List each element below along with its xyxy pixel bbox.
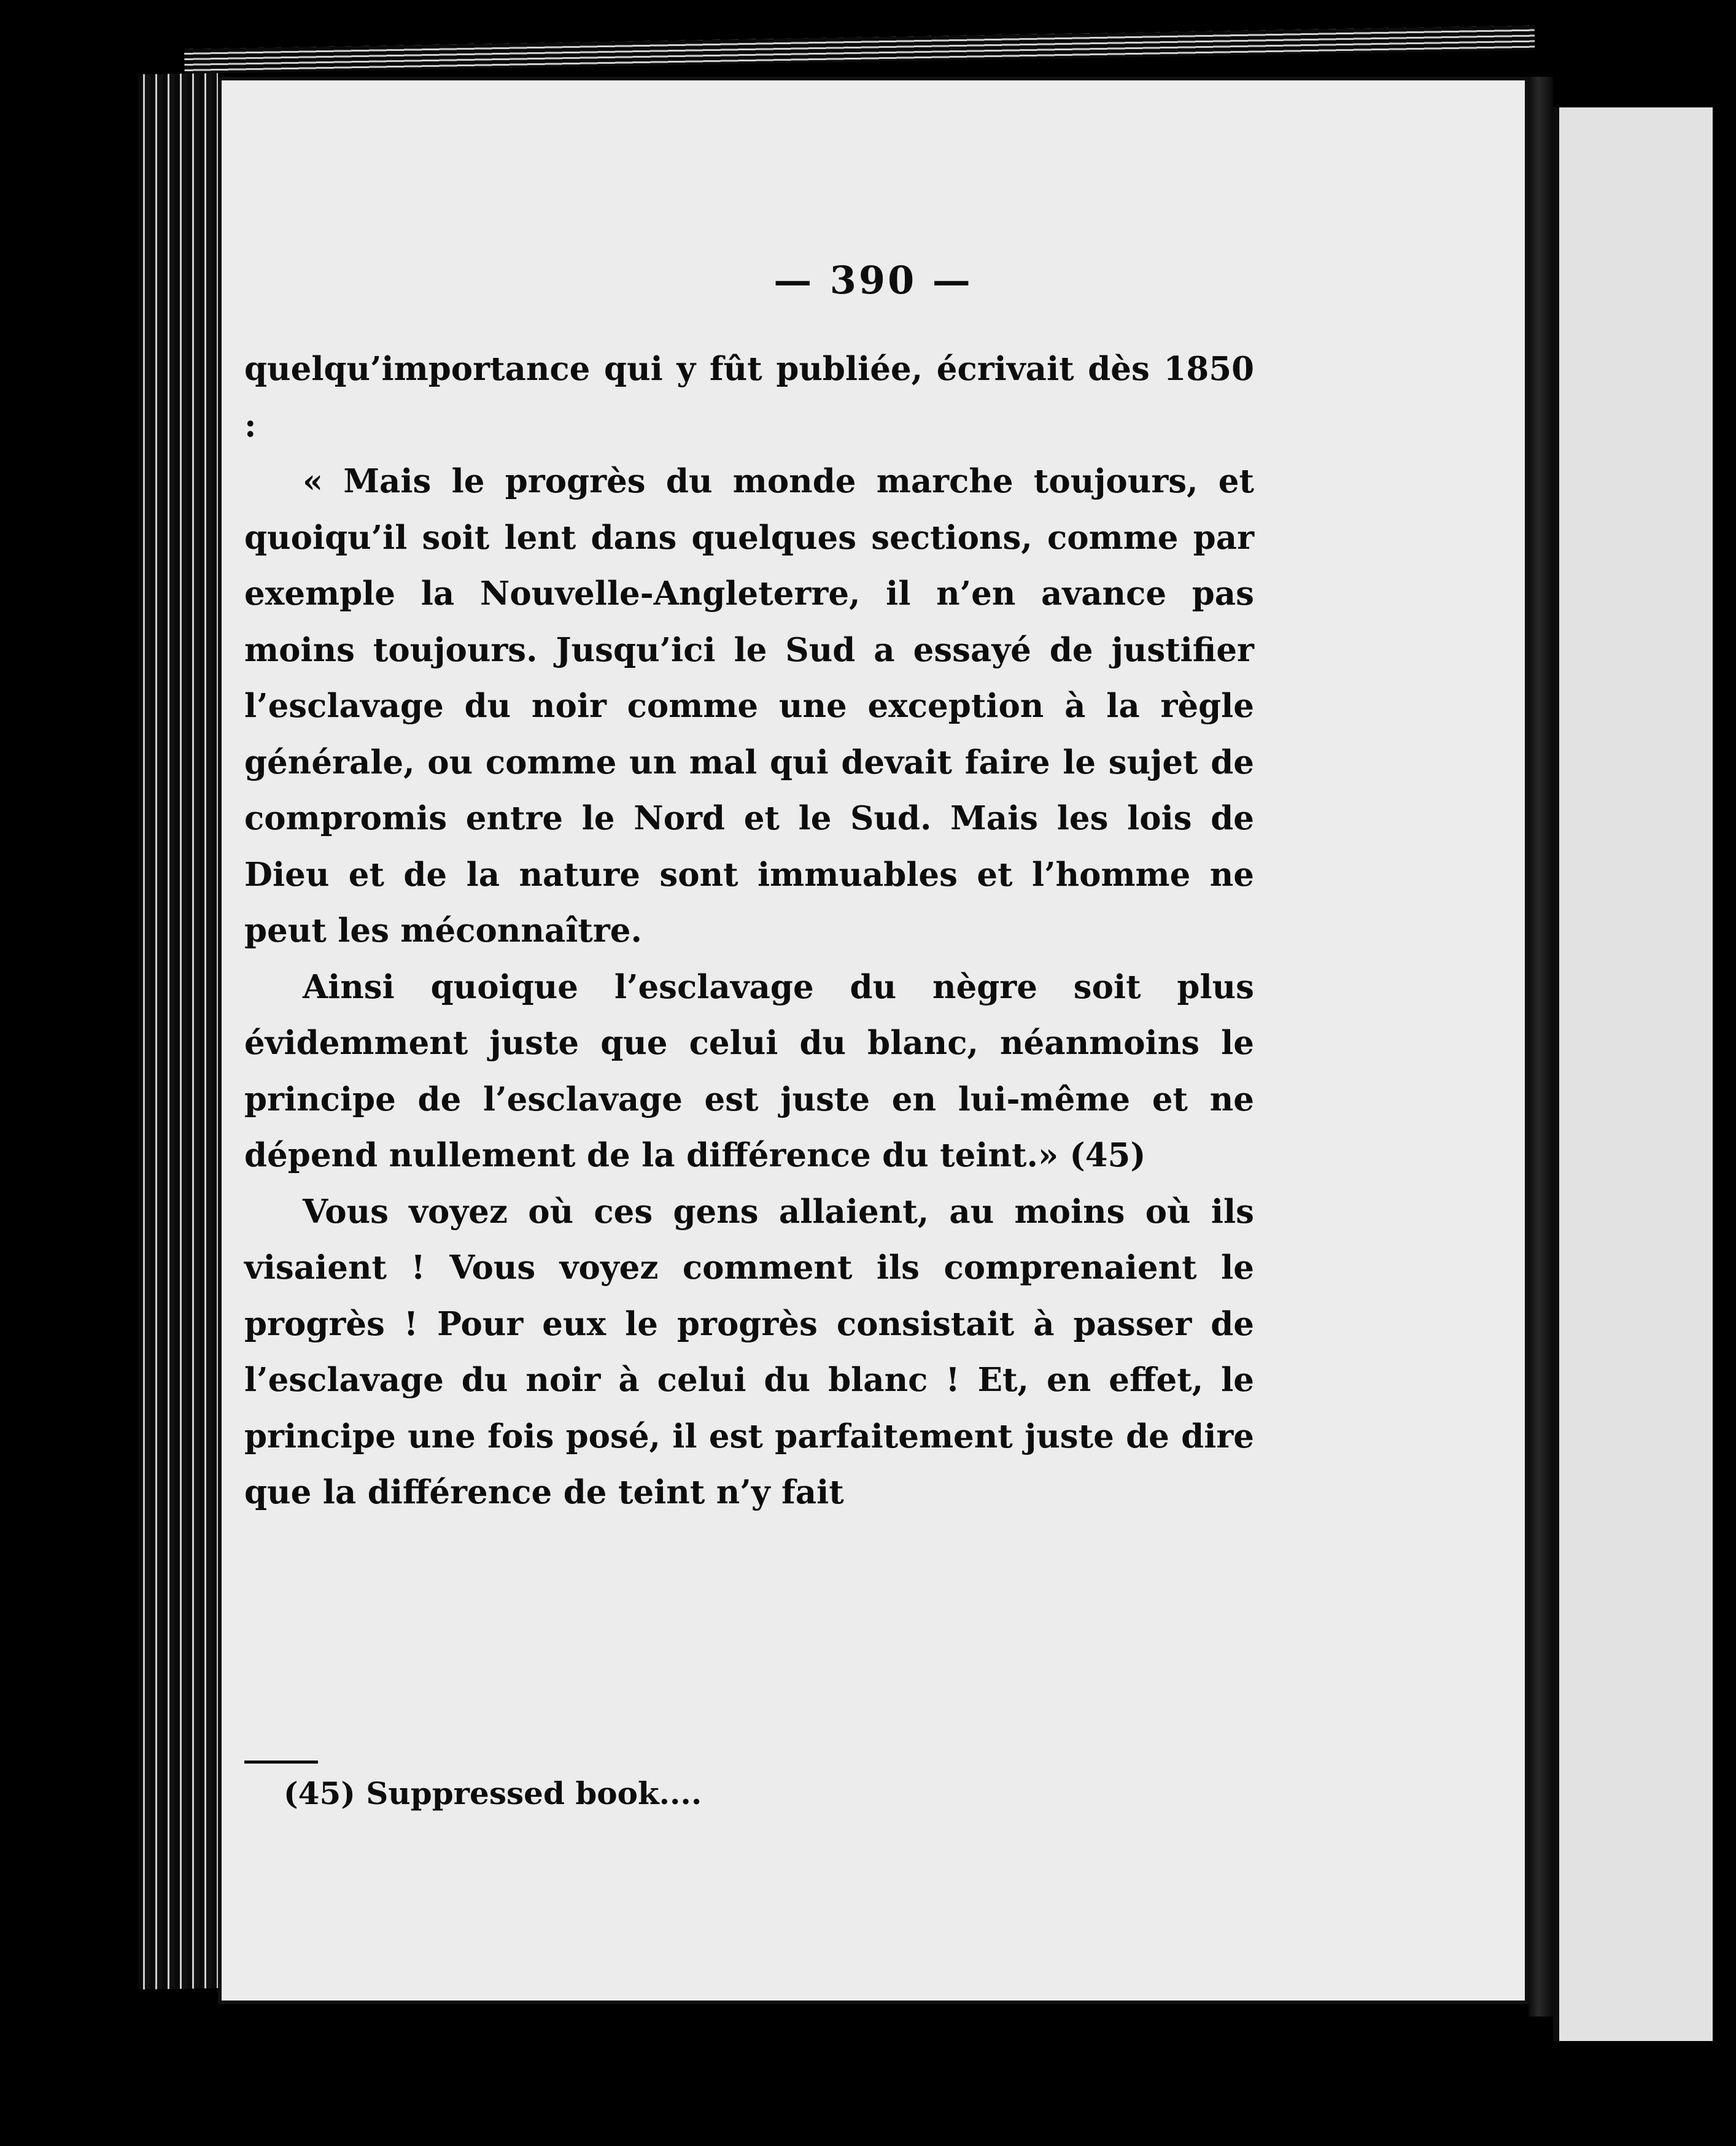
paragraph-quote: « Mais le progrès du monde marche toujours, et quoiqu’il soit lent dans quelques sections, comme par exemple la Nouvelle-Angleterre, il n’en avance pas moins toujours. Jusqu’ici le Sud a essayé de justifier l’esclavage du noir comme une exception à la règle générale, ou comme un mal qui devait faire le sujet de compromis entre le Nord et le Sud. Mais les lois de Dieu et de la nature sont immuables et l’homme ne peut les méconnaître. <box>244 462 1254 950</box>
book-gutter <box>1529 77 1553 2016</box>
paragraph-continued: quelqu’importance qui y fût publiée, écrivait dès 1850 : <box>244 350 1254 444</box>
body-text <box>244 341 1254 1521</box>
paragraph-commentary: Vous voyez où ces gens allaient, au moins où ils visaient ! Vous voyez comment ils comprenaient le progrès ! Pour eux le progrès consistait à passer de l’esclavage du noir à celui du blanc ! Et, en effet, le principe une fois posé, il est parfaitement juste de dire que la différence de teint n’y fait <box>244 1192 1254 1511</box>
paragraph-quote-end: Ainsi quoique l’esclavage du nègre soit plus évidemment juste que celui du blanc, néanmoins le principe de l’esclavage est juste en lui-même et ne dépend nullement de la différence du teint.» (45) <box>244 967 1254 1174</box>
footnote-rule <box>244 1761 318 1764</box>
footnote: (45) Suppressed book.... <box>284 1775 702 1811</box>
page-number: — 390 — <box>773 258 973 303</box>
facing-page-edge <box>1553 107 1713 2041</box>
page-edges <box>138 73 218 1989</box>
page-top-rim <box>184 26 1535 74</box>
